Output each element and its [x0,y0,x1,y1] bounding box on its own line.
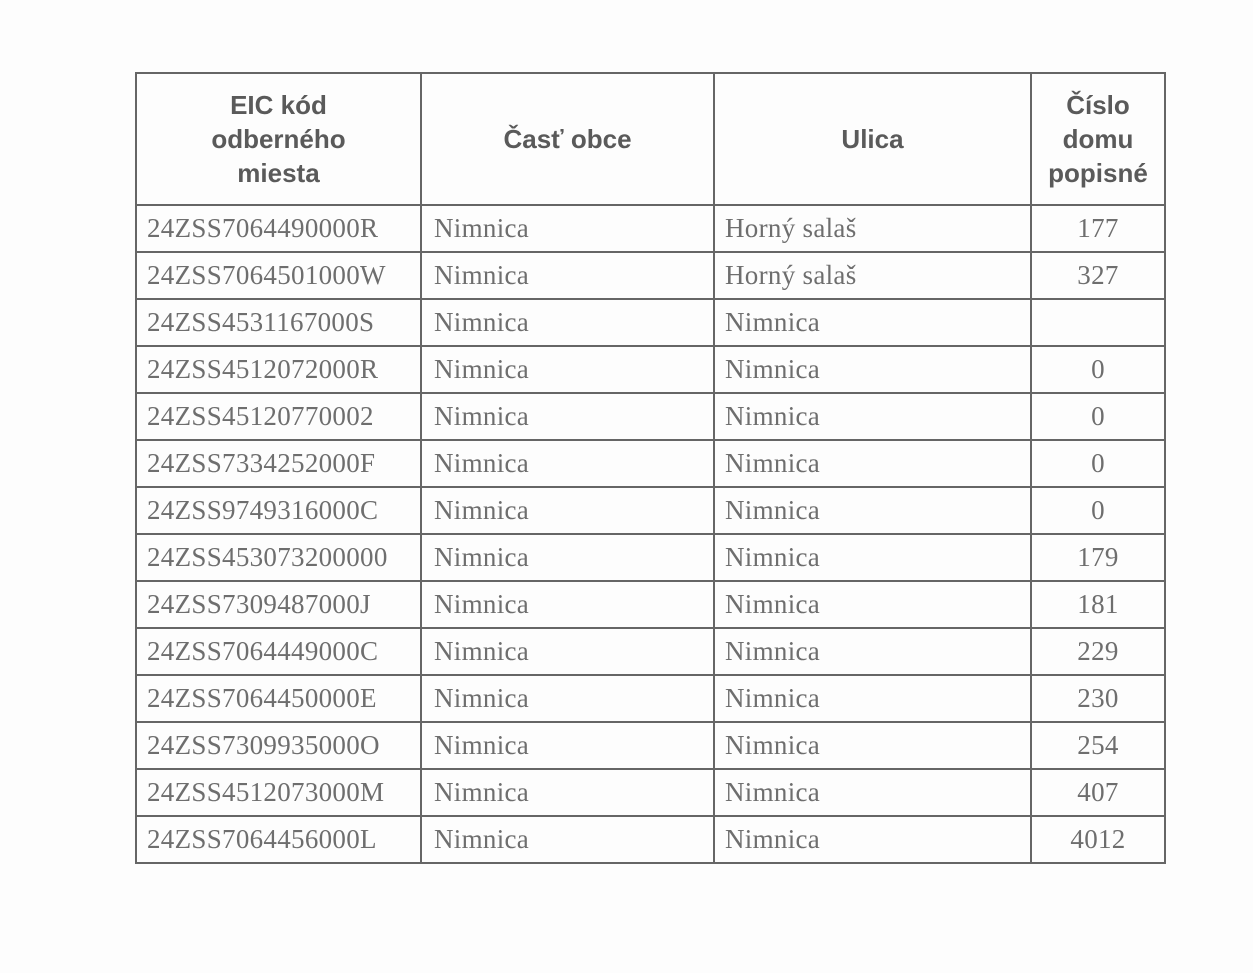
header-eic-code [136,73,421,205]
cell-district: Nimnica [421,252,714,299]
cell-street: Nimnica [714,628,1031,675]
cell-district: Nimnica [421,675,714,722]
cell-eic-code: 24ZSS7334252000F [136,440,421,487]
cell-eic-code: 24ZSS7309935000O [136,722,421,769]
cell-eic-code: 24ZSS7064490000R [136,205,421,252]
table-row [136,722,1165,769]
cell-district: Nimnica [421,581,714,628]
cell-eic-code: 24ZSS453073200000 [136,534,421,581]
header-house-number-line: Číslo [1066,90,1130,120]
cell-eic-code: 24ZSS4512073000M [136,769,421,816]
cell-eic-code: 24ZSS9749316000C [136,487,421,534]
eic-table [135,72,1166,864]
cell-house-number [1031,299,1165,346]
cell-district: Nimnica [421,346,714,393]
cell-eic-code: 24ZSS4512072000R [136,346,421,393]
header-street [714,73,1031,205]
table-row [136,252,1165,299]
cell-eic-code: 24ZSS7064501000W [136,252,421,299]
table-row [136,675,1165,722]
cell-district: Nimnica [421,440,714,487]
cell-house-number: 254 [1031,722,1165,769]
cell-eic-code: 24ZSS7064450000E [136,675,421,722]
cell-district: Nimnica [421,534,714,581]
cell-district: Nimnica [421,722,714,769]
table-row [136,534,1165,581]
header-district-line: Časť obce [503,124,632,154]
cell-street: Nimnica [714,440,1031,487]
cell-district: Nimnica [421,487,714,534]
cell-house-number: 177 [1031,205,1165,252]
cell-street: Horný salaš [714,205,1031,252]
cell-street: Nimnica [714,393,1031,440]
cell-house-number: 230 [1031,675,1165,722]
table-row [136,205,1165,252]
cell-house-number: 229 [1031,628,1165,675]
cell-street: Nimnica [714,816,1031,863]
cell-district: Nimnica [421,628,714,675]
header-eic-code-line: odberného [211,124,346,154]
cell-eic-code: 24ZSS7064456000L [136,816,421,863]
table-row [136,487,1165,534]
table-row [136,581,1165,628]
header-eic-code-line: miesta [237,158,320,188]
cell-street: Nimnica [714,769,1031,816]
header-house-number-line: popisné [1048,158,1148,188]
header-house-number-line: domu [1062,124,1134,154]
header-district [421,73,714,205]
table-row [136,299,1165,346]
header-row [136,73,1165,205]
cell-street: Horný salaš [714,252,1031,299]
cell-district: Nimnica [421,205,714,252]
cell-house-number: 4012 [1031,816,1165,863]
cell-eic-code: 24ZSS45120770002 [136,393,421,440]
cell-district: Nimnica [421,299,714,346]
cell-eic-code: 24ZSS7064449000C [136,628,421,675]
cell-street: Nimnica [714,534,1031,581]
cell-district: Nimnica [421,393,714,440]
cell-house-number: 0 [1031,393,1165,440]
cell-street: Nimnica [714,299,1031,346]
cell-eic-code: 24ZSS4531167000S [136,299,421,346]
cell-district: Nimnica [421,769,714,816]
cell-eic-code: 24ZSS7309487000J [136,581,421,628]
header-house-number [1031,73,1165,205]
table-row [136,628,1165,675]
cell-street: Nimnica [714,487,1031,534]
cell-house-number: 327 [1031,252,1165,299]
cell-street: Nimnica [714,675,1031,722]
cell-house-number: 0 [1031,440,1165,487]
header-street-line: Ulica [841,124,904,154]
cell-street: Nimnica [714,581,1031,628]
cell-house-number: 179 [1031,534,1165,581]
cell-house-number: 407 [1031,769,1165,816]
table-row [136,816,1165,863]
cell-street: Nimnica [714,722,1031,769]
table-row [136,393,1165,440]
cell-house-number: 0 [1031,487,1165,534]
cell-street: Nimnica [714,346,1031,393]
table-row [136,440,1165,487]
cell-house-number: 0 [1031,346,1165,393]
table-row [136,769,1165,816]
cell-house-number: 181 [1031,581,1165,628]
header-eic-code-line: EIC kód [230,90,327,120]
table-row [136,346,1165,393]
cell-district: Nimnica [421,816,714,863]
